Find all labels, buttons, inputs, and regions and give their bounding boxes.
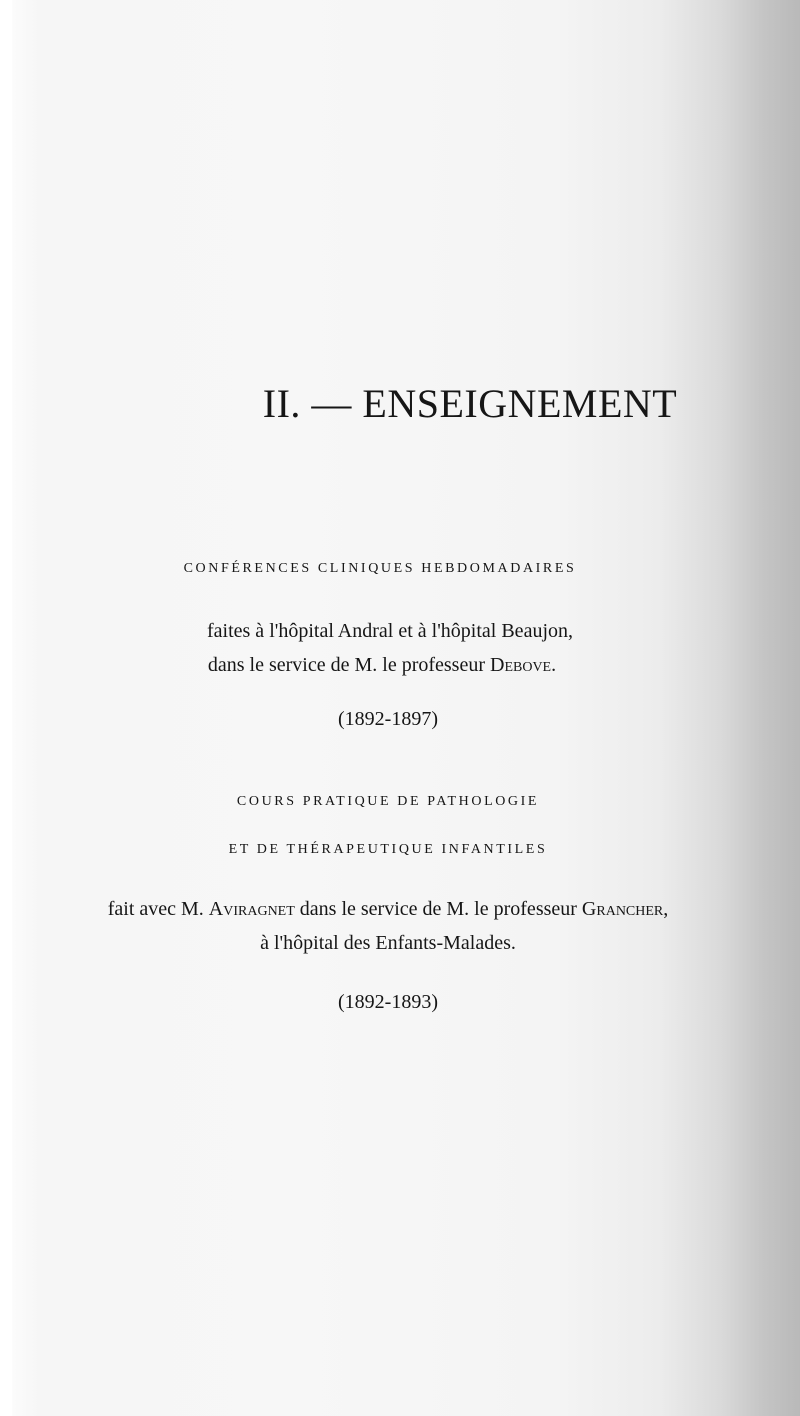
block1-years: (1892-1897) [338, 708, 438, 730]
block1-line2-suffix: . [551, 654, 557, 676]
block1-line1: faites à l'hôpital Andral et à l'hôpital Beaujon, [207, 620, 573, 642]
section-title: II. — ENSEIGNEMENT [262, 381, 678, 426]
block2-line1 [0, 899, 788, 919]
block2-heading-line1: COURS PRATIQUE DE PATHOLOGIE [236, 794, 540, 809]
block2-heading-line2: ET DE THÉRAPEUTIQUE INFANTILES [228, 842, 548, 857]
block1-professor-name: Debove [490, 654, 552, 676]
block1-line2-prefix: dans le service de M. le professeur [207, 654, 490, 676]
block2-years: (1892-1893) [338, 991, 438, 1013]
page-margin [0, 0, 12, 1416]
block2-line1-middle: dans le service de M. le professeur [294, 898, 582, 920]
block2-name-aviragnet: Aviragnet [208, 898, 295, 920]
block2-line1-prefix: fait avec M. [107, 898, 209, 920]
block2-line1-suffix: , [663, 898, 669, 920]
block2-name-grancher: Grancher [581, 898, 664, 920]
block1-heading: CONFÉRENCES CLINIQUES HEBDOMADAIRES [183, 561, 577, 576]
block2-line2: à l'hôpital des Enfants-Malades. [260, 932, 516, 954]
block1-line2 [0, 655, 782, 675]
